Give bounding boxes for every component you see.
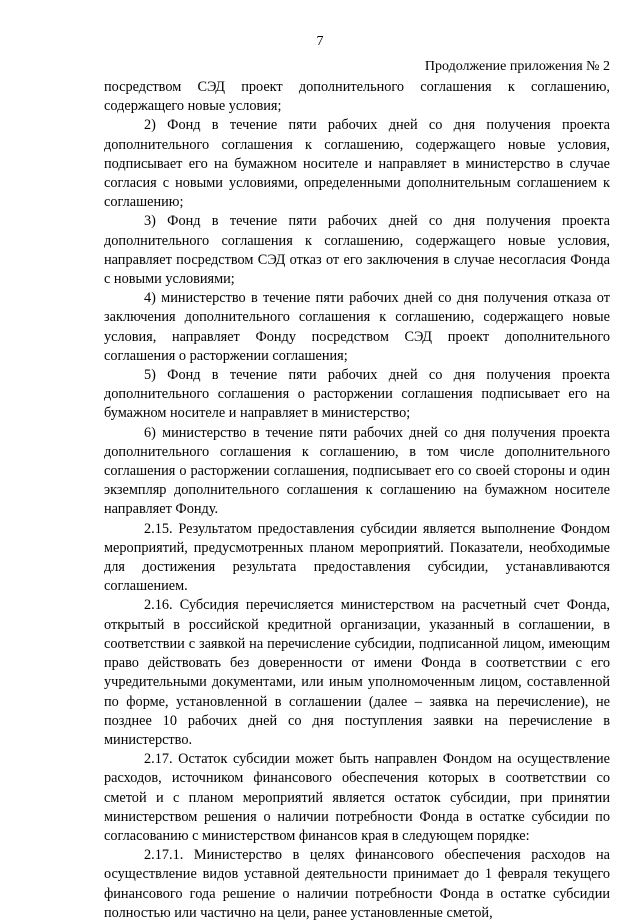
paragraph-1: посредством СЭД проект дополнительного соглашения к соглашению, содержащего новые условия; [104, 79, 610, 115]
paragraph-2-16: 2.16. Субсидия перечисляется министерством на расчетный счет Фонда, открытый в российской кредитной организации, указанный в соглашении, в соответствии с заявкой на перечисление субсидии, подписанной лицом, имеющим право действовать без доверенности от имени Фонда в соответствии с его учредительными документами, или иным уполномоченным лицом, составленной по форме, установленной в соглашении (далее – заявка на перечисление), не позднее 10 рабочих дней со дня поступления заявки на перечисление в министерство. [104, 597, 610, 748]
paragraph-2: 2) Фонд в течение пяти рабочих дней со дня получения проекта дополнительного соглашения к соглашению, содержащего новые условия, подписывает его на бумажном носителе и направляет в министерство в случае согласия с новыми условиями, определенными дополнительным соглашением к соглашению; [104, 117, 610, 211]
paragraph-6: 6) министерство в течение пяти рабочих дней со дня получения проекта дополнительного соглашения к соглашению, в том числе дополнительного соглашения о расторжении соглашения, подписывает его со своей стороны и один экземпляр дополнительного соглашения к соглашению на бумажном носителе направляет Фонду. [104, 424, 610, 518]
paragraph-5: 5) Фонд в течение пяти рабочих дней со дня получения проекта дополнительного соглашения о расторжении соглашения подписывает его на бумажном носителе и направляет в министерство; [104, 367, 610, 422]
page-number: 7 [316, 34, 324, 49]
paragraph-2-17: 2.17. Остаток субсидии может быть направлен Фондом на осуществление расходов, источником финансового обеспечения которых в соответствии со сметой и с планом мероприятий является остаток субсидии, при принятии министерством решения о наличии потребности Фонда в остатке субсидии по согласованию с министерством финансов края в следующем порядке: [104, 751, 610, 844]
paragraph-2-17-1: 2.17.1. Министерство в целях финансового обеспечения расходов на осуществление видов уставной деятельности принимает до 1 февраля текущего финансового года решение о наличии потребности Фонда в остатке субсидии полностью или частично на цели, ранее установленные сметой, [104, 847, 610, 921]
paragraph-3: 3) Фонд в течение пяти рабочих дней со дня получения проекта дополнительного соглашения к соглашению, содержащего новые условия, направляет посредством СЭД отказ от его заключения в случае несогласия Фонда с новыми условиями; [104, 213, 610, 288]
document-body [104, 78, 610, 923]
paragraph-4: 4) министерство в течение пяти рабочих дней со дня получения отказа от заключения дополнительного соглашения к соглашению, содержащего новые условия, направляет Фонду посредством СЭД проект дополнительного соглашения о расторжении соглашения; [104, 290, 610, 364]
paragraph-2-15: 2.15. Результатом предоставления субсидии является выполнение Фондом мероприятий, предусмотренных планом мероприятий. Показатели, необходимые для достижения результата предоставления субсидии, устанавливаются соглашением. [104, 520, 610, 595]
appendix-continuation-note: Продолжение приложения № 2 [424, 59, 610, 74]
